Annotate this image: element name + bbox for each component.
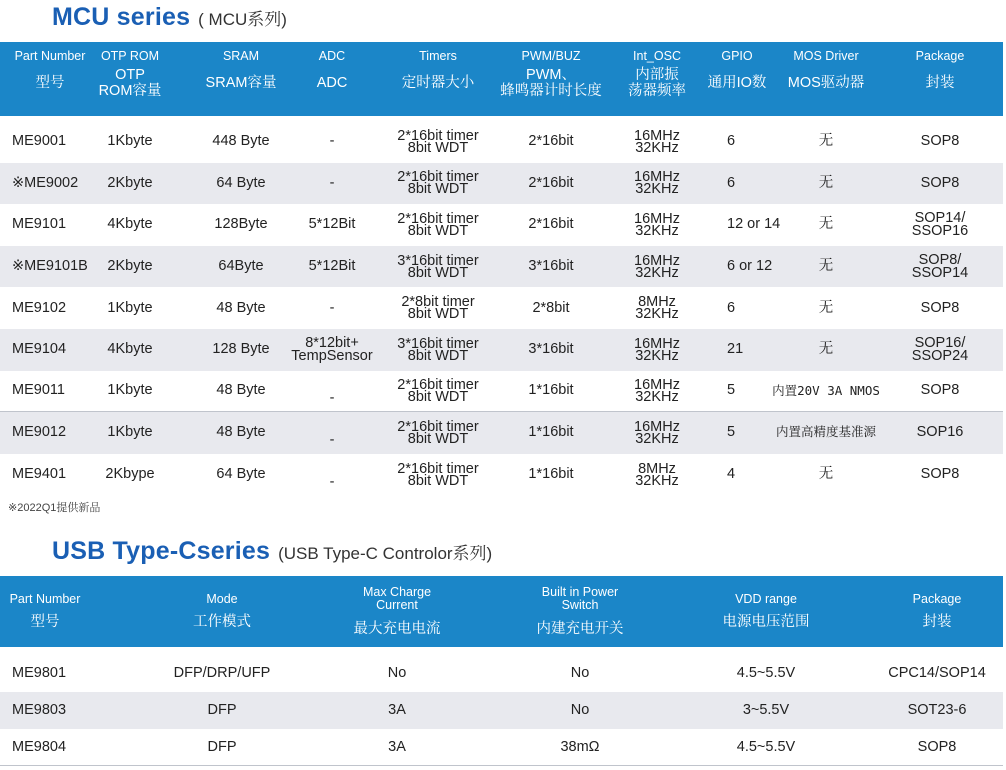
- mcu-osc-line: 32KHz: [635, 430, 679, 447]
- mcu-osc-line: 8MHz: [638, 460, 676, 477]
- mcu-cell-pwm: 2*8bit: [532, 299, 570, 316]
- usb-cell-vdd: 4.5~5.5V: [736, 738, 796, 755]
- header-en-label: [877, 593, 997, 606]
- mcu-cell-mos: 无: [818, 174, 834, 191]
- mcu-pkg-line: SOP8: [920, 133, 960, 150]
- mcu-adc-lines: [309, 260, 356, 273]
- mcu-osc-line: 32KHz: [635, 472, 679, 489]
- mcu-pkg-line: SOP16/: [914, 334, 966, 351]
- mcu-timers-line: 8bit WDT: [407, 222, 469, 239]
- mcu-cell-timers: [378, 329, 498, 371]
- mcu-cell-timers: [378, 121, 498, 163]
- mcu-cell-mos: 内置高精度基准源: [775, 425, 876, 440]
- mcu-cell-part: ME9012: [12, 424, 67, 441]
- mcu-osc-line: 16MHz: [634, 252, 680, 269]
- usb-cell-part: ME9804: [12, 738, 67, 755]
- mcu-osc-line: 32KHz: [635, 139, 679, 156]
- mcu-cell-timers: [378, 246, 498, 288]
- header-en-line: Mode: [206, 592, 238, 606]
- mcu-cell-pkg: [885, 204, 995, 246]
- mcu-osc-lines: [634, 252, 680, 281]
- header-cn-line: SRAM容量: [205, 75, 277, 91]
- mcu-pkg-line: SOP8/: [918, 251, 962, 268]
- header-en-line: Built in Power: [541, 585, 619, 599]
- mcu-pkg-line: SSOP24: [911, 347, 969, 364]
- mcu-cell-part: ME9401: [12, 466, 67, 483]
- mcu-timers-line: 8bit WDT: [407, 472, 469, 489]
- header-cn-label: [282, 75, 382, 91]
- usb-cell-mode: DFP: [207, 738, 237, 755]
- table-row: [0, 287, 1003, 329]
- header-cn-line: 封装: [925, 75, 955, 91]
- mcu-pkg-lines: [911, 334, 969, 364]
- mcu-cell-osc: [617, 204, 697, 246]
- mcu-pkg-line: SOP16: [916, 424, 964, 441]
- mcu-timers-line: 2*16bit timer: [397, 127, 479, 144]
- mcu-osc-lines: [634, 335, 680, 364]
- mcu-adc-line: -: [329, 174, 335, 191]
- usb-header-package: [877, 593, 997, 630]
- mcu-cell-otp: 4Kbyte: [107, 216, 153, 233]
- header-cn-label: 封装: [922, 614, 952, 630]
- mcu-adc-lines: [291, 334, 373, 364]
- mcu-cell-sram: 64 Byte: [216, 174, 266, 191]
- mcu-pkg-line: SSOP16: [911, 222, 969, 239]
- mcu-cell-pwm: 3*16bit: [528, 341, 574, 358]
- mcu-cell-mos: 无: [818, 341, 834, 358]
- mcu-adc-lines: [330, 476, 335, 489]
- header-cn-label: [196, 75, 286, 91]
- mcu-cell-pkg: [885, 412, 995, 454]
- mcu-cell-pkg: [885, 163, 995, 205]
- mcu-footnote: ※2022Q1提供新品: [8, 502, 101, 514]
- header-cn-line: MOS驱动器: [787, 75, 865, 91]
- mcu-cell-osc: [617, 287, 697, 329]
- mcu-adc-line: -: [329, 390, 335, 407]
- header-cn-line: PWM、: [526, 67, 576, 83]
- header-en-label: [142, 593, 302, 606]
- header-en-line: Max Charge: [362, 585, 432, 599]
- header-en-label: Part Number: [14, 49, 86, 63]
- mcu-cell-adc: [282, 246, 382, 288]
- mcu-timers-lines: [397, 460, 479, 489]
- header-cn-label: [378, 75, 498, 91]
- mcu-timers-line: 2*16bit timer: [397, 169, 479, 186]
- mcu-pkg-line: SOP8: [920, 382, 960, 399]
- mcu-cell-gpio: 5: [727, 424, 736, 441]
- mcu-cell-sram: 128Byte: [214, 216, 268, 233]
- usb-cell-pkg: CPC14/SOP14: [888, 665, 986, 681]
- header-en-line: Current: [376, 598, 418, 612]
- mcu-pkg-line: SOP8: [920, 174, 960, 191]
- mcu-cell-pwm: 1*16bit: [528, 424, 574, 441]
- mcu-header-int-osc: [617, 49, 697, 99]
- mcu-timers-line: 2*8bit timer: [401, 294, 475, 311]
- header-en-label: ADC: [318, 49, 346, 63]
- mcu-osc-line: 16MHz: [634, 376, 680, 393]
- mcu-timers-lines: [397, 169, 479, 198]
- mcu-cell-part: ※ME9101B: [12, 258, 88, 275]
- mcu-timers-lines: [397, 418, 479, 447]
- header-cn-label: 内建充电开关: [536, 621, 624, 637]
- header-en-label: [0, 593, 90, 606]
- usb-cell-switch: No: [570, 665, 590, 681]
- table-row: [0, 692, 1003, 729]
- usb-header-built-in-power: [500, 586, 660, 637]
- mcu-osc-lines: [634, 210, 680, 239]
- mcu-cell-osc: [617, 329, 697, 371]
- header-cn-label: [496, 67, 606, 99]
- header-cn-label: [0, 75, 100, 91]
- header-cn-line: 荡器频率: [628, 83, 686, 99]
- mcu-cell-part: ME9001: [12, 133, 67, 150]
- table-row: [0, 454, 1003, 496]
- header-en-label: [327, 586, 467, 612]
- mcu-cell-sram: 48 Byte: [216, 382, 266, 399]
- mcu-cell-osc: [617, 163, 697, 205]
- mcu-timers-line: 2*16bit timer: [397, 376, 479, 393]
- mcu-osc-line: 16MHz: [634, 335, 680, 352]
- table-row: [0, 729, 1003, 766]
- mcu-cell-pwm: 2*16bit: [528, 174, 574, 191]
- mcu-osc-line: 16MHz: [634, 127, 680, 144]
- mcu-timers-lines: [397, 376, 479, 405]
- header-en-label: [691, 593, 841, 606]
- mcu-cell-sram: 128 Byte: [212, 341, 270, 358]
- mcu-cell-gpio: 6: [727, 174, 736, 191]
- header-en-label: MOS Driver: [793, 49, 859, 63]
- mcu-adc-line: -: [329, 133, 335, 150]
- header-en-line: Package: [912, 592, 962, 606]
- table-row: [0, 655, 1003, 692]
- mcu-osc-lines: [634, 169, 680, 198]
- mcu-cell-timers: [378, 163, 498, 205]
- mcu-cell-otp: 1Kbyte: [107, 299, 153, 316]
- header-en-label: [500, 586, 660, 612]
- mcu-cell-otp: 4Kbyte: [107, 341, 153, 358]
- mcu-osc-line: 32KHz: [635, 264, 679, 281]
- header-cn-line: 定时器大小: [401, 75, 475, 91]
- mcu-adc-line: 5*12Bit: [308, 216, 356, 233]
- mcu-timers-line: 8bit WDT: [407, 430, 469, 447]
- mcu-section-title: [52, 3, 287, 32]
- mcu-cell-otp: 2Kbype: [105, 466, 155, 483]
- mcu-cell-adc: [282, 121, 382, 163]
- mcu-osc-lines: [634, 127, 680, 156]
- mcu-header-otp-rom: [90, 49, 170, 99]
- mcu-osc-line: 16MHz: [634, 210, 680, 227]
- mcu-cell-part: ME9011: [12, 382, 65, 399]
- table-row: [0, 412, 1003, 454]
- header-cn-label: [885, 75, 995, 91]
- header-cn-line: 蜂鸣器计时长度: [500, 83, 602, 99]
- mcu-cell-adc: [282, 287, 382, 329]
- mcu-cell-gpio: 21: [727, 341, 744, 358]
- mcu-cell-mos: 无: [818, 466, 834, 483]
- mcu-cell-sram: 64 Byte: [216, 466, 266, 483]
- mcu-title: MCU series: [52, 3, 191, 31]
- mcu-header-pwm-buz: [496, 49, 606, 99]
- usb-cell-vdd: 3~5.5V: [742, 702, 790, 718]
- mcu-header-gpio: [702, 49, 772, 91]
- header-en-label: GPIO: [721, 49, 753, 63]
- mcu-cell-mos: 内置20V 3A NMOS: [772, 383, 880, 399]
- usb-cell-part: ME9803: [12, 702, 67, 718]
- mcu-adc-line: -: [329, 474, 335, 491]
- mcu-header-part-number: [0, 49, 100, 91]
- mcu-cell-sram: 64Byte: [218, 258, 264, 275]
- mcu-cell-sram: 48 Byte: [216, 299, 266, 316]
- mcu-table-header: [0, 42, 1003, 116]
- mcu-timers-line: 8bit WDT: [407, 388, 469, 405]
- mcu-table-body: [0, 121, 1003, 495]
- mcu-cell-timers: [378, 454, 498, 496]
- mcu-cell-gpio: 6 or 12: [727, 258, 773, 275]
- usb-cell-vdd: 4.5~5.5V: [736, 665, 796, 681]
- header-cn-line: 内部振: [635, 67, 679, 83]
- mcu-pkg-lines: [921, 135, 960, 148]
- mcu-pkg-lines: [911, 251, 969, 281]
- usb-title: USB Type-Cseries: [52, 537, 271, 565]
- table-row: [0, 163, 1003, 205]
- mcu-cell-otp: 1Kbyte: [107, 133, 153, 150]
- mcu-adc-lines: [329, 299, 335, 316]
- mcu-osc-lines: [635, 294, 679, 323]
- usb-header-mode: [142, 593, 302, 630]
- mcu-adc-lines: [330, 434, 335, 447]
- usb-subtitle: (USB Type-C Controlor系列): [278, 544, 493, 563]
- mcu-header-adc: [282, 49, 382, 91]
- usb-table-header: [0, 576, 1003, 647]
- mcu-cell-otp: 2Kbyte: [107, 258, 153, 275]
- mcu-cell-gpio: 6: [727, 299, 736, 316]
- mcu-cell-mos: 无: [818, 133, 834, 150]
- mcu-timers-line: 8bit WDT: [407, 139, 469, 156]
- mcu-osc-line: 16MHz: [634, 169, 680, 186]
- mcu-pkg-line: SSOP14: [911, 264, 969, 281]
- mcu-cell-pkg: [885, 121, 995, 163]
- mcu-cell-pkg: [885, 246, 995, 288]
- table-row: [0, 246, 1003, 288]
- header-cn-line: OTP: [115, 67, 145, 83]
- usb-cell-current: 3A: [388, 702, 406, 718]
- mcu-timers-line: 8bit WDT: [407, 347, 469, 364]
- mcu-osc-line: 32KHz: [635, 181, 679, 198]
- mcu-cell-sram: 448 Byte: [212, 133, 270, 150]
- mcu-osc-line: 32KHz: [635, 388, 679, 405]
- header-cn-label: 型号: [30, 614, 60, 630]
- mcu-cell-timers: [378, 371, 498, 412]
- mcu-cell-pwm: 2*16bit: [528, 133, 574, 150]
- mcu-adc-lines: [309, 218, 356, 231]
- mcu-cell-gpio: 6: [727, 133, 736, 150]
- mcu-pkg-lines: [911, 209, 969, 239]
- header-cn-line: ROM容量: [98, 83, 162, 99]
- usb-cell-pkg: SOT23-6: [907, 702, 967, 718]
- mcu-cell-osc: [617, 121, 697, 163]
- mcu-timers-line: 8bit WDT: [407, 306, 469, 323]
- mcu-cell-sram: 48 Byte: [216, 424, 266, 441]
- mcu-adc-line: TempSensor: [291, 347, 373, 364]
- mcu-adc-lines: [330, 135, 335, 148]
- mcu-cell-part: ME9102: [12, 299, 67, 316]
- mcu-cell-gpio: 4: [727, 466, 736, 483]
- mcu-cell-gpio: 5: [727, 382, 736, 399]
- mcu-cell-mos: 无: [818, 258, 834, 275]
- mcu-osc-line: 32KHz: [635, 306, 679, 323]
- mcu-adc-line: -: [329, 299, 335, 316]
- mcu-cell-osc: [617, 246, 697, 288]
- mcu-timers-line: 3*16bit timer: [397, 252, 479, 269]
- mcu-pkg-lines: [920, 299, 960, 316]
- mcu-cell-mos: 无: [818, 216, 834, 233]
- mcu-cell-pkg: [885, 371, 995, 412]
- mcu-cell-otp: 2Kbyte: [107, 174, 153, 191]
- mcu-timers-line: 2*16bit timer: [397, 210, 479, 227]
- mcu-cell-timers: [378, 287, 498, 329]
- mcu-adc-lines: [330, 392, 335, 405]
- table-row: [0, 204, 1003, 246]
- usb-cell-mode: DFP/DRP/UFP: [173, 665, 271, 681]
- usb-section-title: [52, 537, 492, 566]
- usb-cell-switch: No: [570, 702, 590, 718]
- mcu-cell-part: ※ME9002: [12, 174, 79, 191]
- mcu-cell-pwm: 1*16bit: [528, 466, 574, 483]
- mcu-pkg-line: SOP8: [920, 466, 960, 483]
- usb-table-body: [0, 655, 1003, 766]
- mcu-timers-line: 3*16bit timer: [397, 335, 479, 352]
- mcu-cell-adc: [282, 329, 382, 371]
- mcu-timers-lines: [397, 335, 479, 364]
- header-cn-label: 电源电压范围: [722, 614, 810, 630]
- usb-cell-switch: 38mΩ: [560, 738, 600, 755]
- header-en-line: Switch: [561, 598, 599, 612]
- usb-header-max-charge: [327, 586, 467, 637]
- mcu-cell-otp: 1Kbyte: [107, 424, 153, 441]
- mcu-cell-otp: 1Kbyte: [107, 382, 153, 399]
- mcu-cell-pwm: 2*16bit: [528, 216, 574, 233]
- mcu-cell-osc: [617, 412, 697, 454]
- mcu-osc-lines: [634, 418, 680, 447]
- mcu-adc-line: -: [329, 432, 335, 449]
- usb-cell-part: ME9801: [12, 665, 67, 681]
- mcu-pkg-lines: [917, 426, 964, 439]
- mcu-header-mos-driver: [771, 49, 881, 91]
- header-en-label: Timers: [419, 49, 457, 63]
- mcu-timers-line: 8bit WDT: [407, 264, 469, 281]
- mcu-timers-line: 2*16bit timer: [397, 418, 479, 435]
- mcu-cell-pkg: [885, 454, 995, 496]
- header-cn-line: 型号: [35, 75, 65, 91]
- header-cn-line: ADC: [316, 75, 348, 91]
- mcu-cell-adc: [282, 454, 382, 504]
- header-en-line: Part Number: [9, 592, 81, 606]
- mcu-osc-lines: [635, 460, 679, 489]
- mcu-cell-osc: [617, 371, 697, 412]
- mcu-timers-line: 2*16bit timer: [397, 460, 479, 477]
- mcu-osc-lines: [634, 376, 680, 405]
- mcu-adc-line: 8*12bit+: [305, 334, 359, 351]
- mcu-cell-adc: [282, 204, 382, 246]
- mcu-adc-line: 5*12Bit: [308, 258, 356, 275]
- mcu-cell-pwm: 3*16bit: [528, 258, 574, 275]
- header-cn-line: 通用IO数: [707, 75, 767, 91]
- mcu-cell-timers: [378, 412, 498, 454]
- table-row: [0, 329, 1003, 371]
- mcu-osc-line: 8MHz: [638, 294, 676, 311]
- mcu-pkg-lines: [921, 384, 960, 397]
- mcu-cell-part: ME9104: [12, 341, 67, 358]
- mcu-timers-line: 8bit WDT: [407, 181, 469, 198]
- mcu-header-sram: [196, 49, 286, 91]
- header-cn-label: 工作模式: [193, 614, 251, 630]
- mcu-timers-lines: [397, 210, 479, 239]
- mcu-timers-lines: [397, 127, 479, 156]
- mcu-pkg-line: SOP14/: [914, 209, 966, 226]
- mcu-cell-adc: [282, 163, 382, 205]
- mcu-header-package: [885, 49, 995, 91]
- header-cn-label: [702, 75, 772, 91]
- header-en-label: PWM/BUZ: [521, 49, 581, 63]
- header-cn-label: [617, 67, 697, 99]
- mcu-cell-pwm: 1*16bit: [528, 382, 574, 399]
- mcu-cell-pkg: [885, 287, 995, 329]
- usb-header-part-number: [0, 593, 90, 630]
- mcu-cell-gpio: 12 or 14: [727, 216, 781, 233]
- mcu-pkg-line: SOP8: [920, 299, 960, 316]
- mcu-timers-lines: [397, 252, 479, 281]
- table-row: [0, 121, 1003, 163]
- usb-cell-mode: DFP: [207, 702, 237, 718]
- mcu-cell-pkg: [885, 329, 995, 371]
- table-row: [0, 371, 1003, 413]
- mcu-osc-line: 16MHz: [634, 418, 680, 435]
- header-cn-label: [90, 67, 170, 99]
- mcu-osc-line: 32KHz: [635, 347, 679, 364]
- header-en-label: Int_OSC: [633, 49, 681, 63]
- usb-cell-current: No: [387, 665, 407, 681]
- header-en-label: Package: [915, 49, 965, 63]
- header-en-label: OTP ROM: [100, 49, 160, 63]
- mcu-osc-line: 32KHz: [635, 222, 679, 239]
- mcu-cell-mos: 无: [818, 299, 834, 316]
- mcu-cell-part: ME9101: [12, 216, 67, 233]
- header-cn-label: [771, 75, 881, 91]
- usb-cell-current: 3A: [388, 738, 406, 755]
- mcu-header-timers: [378, 49, 498, 91]
- usb-cell-pkg: SOP8: [917, 738, 957, 755]
- header-en-label: SRAM: [222, 49, 260, 63]
- header-en-line: VDD range: [735, 592, 797, 606]
- mcu-pkg-lines: [921, 468, 960, 481]
- mcu-adc-lines: [329, 174, 335, 191]
- mcu-cell-timers: [378, 204, 498, 246]
- mcu-timers-lines: [401, 294, 475, 323]
- mcu-pkg-lines: [920, 174, 960, 191]
- mcu-subtitle: ( MCU系列): [198, 10, 287, 29]
- usb-header-vdd-range: [691, 593, 841, 630]
- header-cn-label: 最大充电电流: [353, 621, 441, 637]
- mcu-cell-osc: [617, 454, 697, 496]
